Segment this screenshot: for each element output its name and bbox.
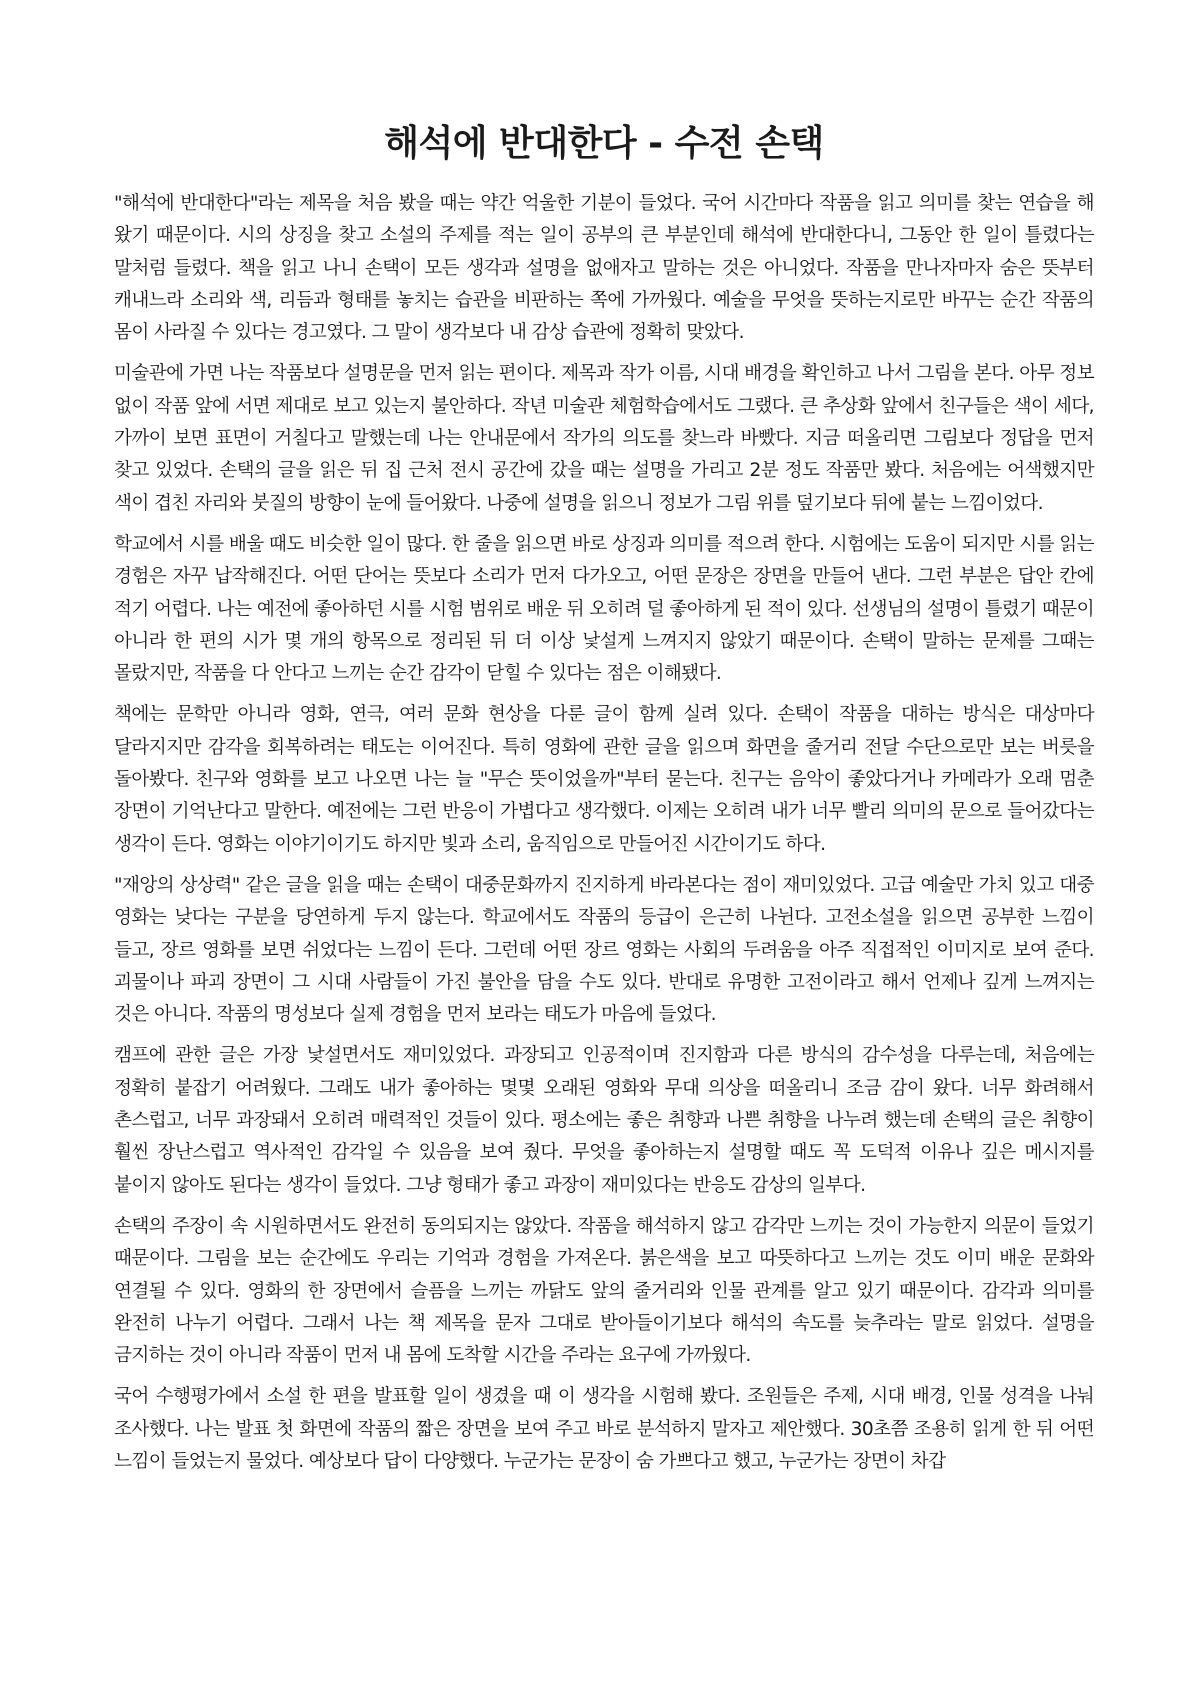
document-body [114,188,1094,1478]
document-title: 해석에 반대한다 - 수전 손택 [384,123,824,164]
paragraph-4: 책에는 문학만 아니라 영화, 연극, 여러 문화 현상을 다룬 글이 함께 실려 있다. 손택이 작품을 대하는 방식은 대상마다 달라지지만 감각을 회복하려는 태도는 이어진다. 특히 영화에 관한 글을 읽으며 화면을 줄거리 전달 수단으로만 보는 버릇을 돌아봤다. 친구와 영화를 보고 나오면 나는 늘 "무슨 뜻이었을까"부터 묻는다. 친구는 음악이 좋았다거나 카메라가 오래 멈춘 장면이 기억난다고 말한다. 예전에는 그런 반응이 가볍다고 생각했다. 이제는 오히려 내가 너무 빨리 의미의 문으로 들어갔다는 생각이 든다. 영화는 이야기이기도 하지만 빛과 소리, 움직임으로 만들어진 시간이기도 하다. [114,704,1094,855]
paragraph-2: 미술관에 가면 나는 작품보다 설명문을 먼저 읽는 편이다. 제목과 작가 이름, 시대 배경을 확인하고 나서 그림을 본다. 아무 정보 없이 작품 앞에 서면 제대로 보고 있는지 불안하다. 작년 미술관 체험학습에서도 그랬다. 큰 추상화 앞에서 친구들은 색이 세다, 가까이 보면 표면이 거칠다고 말했는데 나는 안내문에서 작가의 의도를 찾느라 바빴다. 지금 떠올리면 그림보다 정답을 먼저 찾고 있었다. 손택의 글을 읽은 뒤 집 근처 전시 공간에 갔을 때는 설명을 가리고 2분 정도 작품만 봤다. 처음에는 어색했지만 색이 겹친 자리와 붓질의 방향이 눈에 들어왔다. 나중에 설명을 읽으니 정보가 그림 위를 덮기보다 뒤에 붙는 느낌이었다. [114,363,1094,514]
paragraph-8: 국어 수행평가에서 소설 한 편을 발표할 일이 생겼을 때 이 생각을 시험해 봤다. 조원들은 주제, 시대 배경, 인물 성격을 나눠 조사했다. 나는 발표 첫 화면에 작품의 짧은 장면을 보여 주고 바로 분석하지 말자고 제안했다. 30초쯤 조용히 읽게 한 뒤 어떤 느낌이 들었는지 물었다. 예상보다 답이 다양했다. 누군가는 문장이 숨 가쁘다고 했고, 누군가는 장면이 차갑 [114,1386,1094,1472]
paragraph-5: "재앙의 상상력" 같은 글을 읽을 때는 손택이 대중문화까지 진지하게 바라본다는 점이 재미있었다. 고급 예술만 가치 있고 대중 영화는 낮다는 구분을 당연하게 두지 않는다. 학교에서도 작품의 등급이 은근히 나뉜다. 고전소설을 읽으면 공부한 느낌이 들고, 장르 영화를 보면 쉬었다는 느낌이 든다. 그런데 어떤 장르 영화는 사회의 두려움을 아주 직접적인 이미지로 보여 준다. 괴물이나 파괴 장면이 그 시대 사람들이 가진 불안을 담을 수도 있다. 반대로 유명한 고전이라고 해서 언제나 깊게 느껴지는 것은 아니다. 작품의 명성보다 실제 경험을 먼저 보라는 태도가 마음에 들었다. [114,874,1094,1026]
paragraph-6: 캠프에 관한 글은 가장 낯설면서도 재미있었다. 과장되고 인공적이며 진지함과 다른 방식의 감수성을 다루는데, 처음에는 정확히 붙잡기 어려웠다. 그래도 내가 좋아하는 몇몇 오래된 영화와 무대 의상을 떠올리니 조금 감이 왔다. 너무 화려해서 촌스럽고, 너무 과장돼서 오히려 매력적인 것들이 있다. 평소에는 좋은 취향과 나쁜 취향을 나누려 했는데 손택의 글은 취향이 훨씬 장난스럽고 역사적인 감각일 수 있음을 보여 줬다. 무엇을 좋아하는지 설명할 때도 꼭 도덕적 이유나 깊은 메시지를 붙이지 않아도 된다는 생각이 들었다. 그냥 형태가 좋고 과장이 재미있다는 반응도 감상의 일부다. [114,1045,1095,1196]
paragraph-1: "해석에 반대한다"라는 제목을 처음 봤을 때는 약간 억울한 기분이 들었다. 국어 시간마다 작품을 읽고 의미를 찾는 연습을 해 왔기 때문이다. 시의 상징을 찾고 소설의 주제를 적는 일이 공부의 큰 부분인데 해석에 반대한다니, 그동안 한 일이 틀렸다는 말처럼 들렸다. 책을 읽고 나니 손택이 모든 생각과 설명을 없애자고 말하는 것은 아니었다. 작품을 만나자마자 숨은 뜻부터 캐내느라 소리와 색, 리듬과 형태를 놓치는 습관을 비판하는 쪽에 가까웠다. 예술을 무엇을 뜻하는지로만 바꾸는 순간 작품의 몸이 사라질 수 있다는 경고였다. 그 말이 생각보다 내 감상 습관에 정확히 맞았다. [114,193,1094,344]
paragraph-3: 학교에서 시를 배울 때도 비슷한 일이 많다. 한 줄을 읽으면 바로 상징과 의미를 적으려 한다. 시험에는 도움이 되지만 시를 읽는 경험은 자꾸 납작해진다. 어떤 단어는 뜻보다 소리가 먼저 다가오고, 어떤 문장은 장면을 만들어 낸다. 그런 부분은 답안 칸에 적기 어렵다. 나는 예전에 좋아하던 시를 시험 범위로 배운 뒤 오히려 덜 좋아하게 된 적이 있다. 선생님의 설명이 틀렸기 때문이 아니라 한 편의 시가 몇 개의 항목으로 정리된 뒤 더 이상 낯설게 느껴지지 않았기 때문이다. 손택이 말하는 문제를 그때는 몰랐지만, 작품을 다 안다고 느끼는 순간 감각이 닫힐 수 있다는 점은 이해됐다. [114,533,1094,685]
paragraph-7: 손택의 주장이 속 시원하면서도 완전히 동의되지는 않았다. 작품을 해석하지 않고 감각만 느끼는 것이 가능한지 의문이 들었기 때문이다. 그림을 보는 순간에도 우리는 기억과 경험을 가져온다. 붉은색을 보고 따뜻하다고 느끼는 것도 이미 배운 문화와 연결될 수 있다. 영화의 한 장면에서 슬픔을 느끼는 까닭도 앞의 줄거리와 인물 관계를 알고 있기 때문이다. 감각과 의미를 완전히 나누기 어렵다. 그래서 나는 책 제목을 문자 그대로 받아들이기보다 해석의 속도를 늦추라는 말로 읽었다. 설명을 금지하는 것이 아니라 작품이 먼저 내 몸에 도착할 시간을 주라는 요구에 가까웠다. [114,1215,1094,1367]
